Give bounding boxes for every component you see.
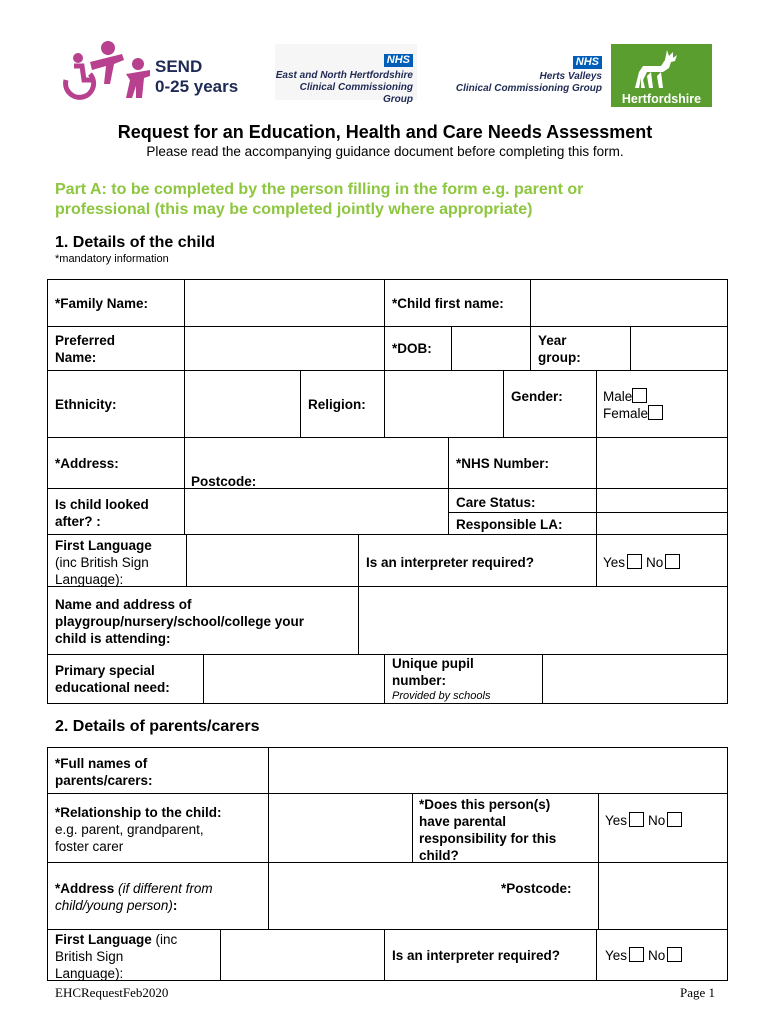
dob-label: *DOB:: [392, 341, 432, 356]
yes-label: Yes: [605, 948, 628, 963]
parent-first-language-input[interactable]: [222, 931, 383, 980]
nhs-badge: NHS: [573, 56, 602, 69]
first-language-label: First Language (inc British Sign Language):: [55, 538, 152, 587]
footer-code: EHCRequestFeb2020: [55, 985, 169, 1000]
preferred-name-label: Preferred Name:: [55, 333, 116, 365]
section2-heading: 2. Details of parents/carers: [55, 718, 260, 735]
parental-responsibility-label: *Does this person(s) have parental responsibility for this child?: [419, 797, 557, 863]
postcode-label: Postcode:: [191, 474, 257, 489]
parent-postcode-input[interactable]: [600, 864, 726, 928]
parent-first-language-label: First Language (inc British Sign Language):: [55, 932, 178, 981]
parental-responsibility-options: [605, 812, 686, 829]
parent-address-label: *Address (if different from child/young person):: [55, 881, 213, 913]
responsible-la-label: Responsible LA:: [456, 517, 563, 532]
primary-need-label: Primary special educational need:: [55, 663, 170, 695]
yes-checkbox[interactable]: [629, 812, 644, 827]
section1-heading: 1. Details of the child: [55, 234, 216, 251]
interpreter-label: Is an interpreter required?: [366, 555, 535, 570]
gender-label: Gender:: [511, 389, 563, 404]
parent-interpreter-label: Is an interpreter required?: [392, 948, 561, 963]
parent-interpreter-options: [605, 947, 686, 964]
part-a-line2: professional (this may be completed jointly where appropriate): [55, 201, 533, 218]
relationship-input[interactable]: [270, 795, 411, 861]
full-names-input[interactable]: [270, 749, 726, 792]
ethnicity-label: Ethnicity:: [55, 397, 117, 412]
full-names-label: *Full names of parents/carers:: [55, 756, 153, 788]
page-title: Request for an Education, Health and Care Needs Assessment: [117, 122, 653, 142]
ccg2-line2: Clinical Commissioning Group: [455, 83, 602, 94]
address-label: *Address:: [55, 456, 119, 471]
no-checkbox[interactable]: [667, 812, 682, 827]
send-logo-line1: SEND: [155, 57, 203, 76]
mandatory-note: *mandatory information: [55, 253, 169, 265]
hertfordshire-name: Hertfordshire: [621, 92, 702, 106]
religion-label: Religion:: [308, 397, 366, 412]
no-label: No: [648, 813, 666, 828]
yes-checkbox[interactable]: [629, 947, 644, 962]
no-checkbox[interactable]: [667, 947, 682, 962]
relationship-label: *Relationship to the child: e.g. parent, grandparent, foster carer: [55, 805, 222, 854]
nhs-number-label: *NHS Number:: [456, 456, 550, 471]
year-group-label: Year group:: [538, 333, 581, 365]
parent-postcode-label: *Postcode:: [501, 881, 572, 896]
yes-label: Yes: [603, 555, 626, 570]
part-a-line1: Part A: to be completed by the person filling in the form e.g. parent or: [55, 181, 584, 198]
ccg1-line2: Clinical Commissioning Group: [299, 82, 413, 105]
no-label: No: [648, 948, 666, 963]
female-label: Female: [603, 406, 649, 421]
page-number: Page 1: [679, 985, 715, 1000]
send-logo-line2: 0-25 years: [155, 77, 239, 96]
yes-label: Yes: [605, 813, 628, 828]
upn-label: Unique pupil number: Provided by schools: [392, 656, 491, 702]
looked-after-label: Is child looked after? :: [55, 497, 149, 529]
ccg1-line1: East and North Hertfordshire: [275, 70, 413, 81]
care-status-label: Care Status:: [456, 495, 536, 510]
no-label: No: [646, 555, 664, 570]
ccg2-line1: Herts Valleys: [539, 71, 602, 82]
school-label: Name and address of playgroup/nursery/school/college your child is attending:: [55, 597, 305, 646]
family-name-label: *Family Name:: [55, 296, 149, 311]
nhs-badge: NHS: [384, 54, 413, 67]
page-subtitle: Please read the accompanying guidance document before completing this form.: [146, 144, 624, 159]
male-label: Male: [603, 389, 633, 404]
child-first-name-label: *Child first name:: [392, 296, 504, 311]
